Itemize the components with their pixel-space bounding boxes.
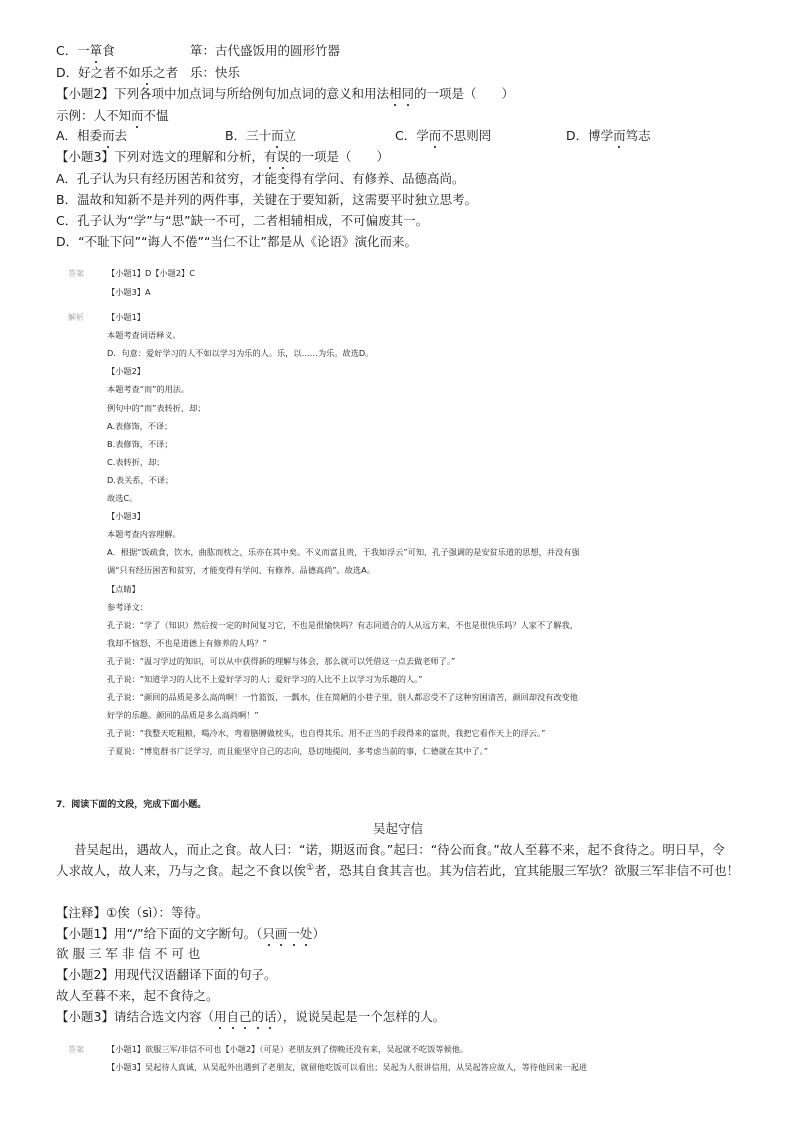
sub-question-2-text: 故人至暮不来，起不食待之。: [56, 988, 219, 1003]
dotted-char: 而: [271, 128, 284, 143]
answer-label: 答案: [68, 1045, 84, 1054]
stem-text: 【小题1】用“/”给下面的文字断句。（: [56, 926, 263, 941]
analysis-line: 参考译文：: [107, 602, 148, 612]
dotted-char: 误: [276, 149, 289, 164]
dotted-char: 一: [287, 926, 300, 941]
dotted-char: 同: [401, 86, 414, 101]
stem-text: 的一项是（ ）: [414, 86, 515, 101]
analysis-line: 子夏说：“博览群书广泛学习，而且能坚守自己的志向，恳切地提问，多考虑当前的事，仁德就在其中了。”: [107, 746, 489, 756]
analysis-line: 孔子说：“学了（知识）然后按一定的时间复习它，不也是很愉快吗？有志同道合的人从远方来，不也是很快乐吗？人家不了解我，: [107, 620, 578, 630]
stem-text: ），说说吴起是一个怎样的人。: [276, 1009, 446, 1024]
analysis-line: A.表修饰，不译；: [107, 421, 173, 431]
option-text: 立: [283, 128, 297, 143]
stem-text: 【小题3】请结合选文内容（: [56, 1009, 214, 1024]
answer-line: 【小题3】吴起待人真诚，从吴起外出遇到了老朋友，就留他吃饭可以看出；吴起为人很讲信用，从吴起答应故人，等待他回来一起进: [107, 1062, 588, 1072]
option-text: B．三十: [225, 128, 272, 143]
dotted-char: 的: [251, 1009, 265, 1024]
analysis-line: 【小题1】: [107, 312, 145, 322]
analysis-line: D.表关系，不译；: [107, 475, 174, 485]
option-text: C．一: [56, 43, 90, 58]
analysis-line: 本题考查“而”的用法。: [107, 384, 190, 394]
gloss-c: 箪：古代盛饭用的圆形竹器: [190, 43, 341, 58]
note-marker: ①: [306, 862, 315, 873]
option-c: [56, 41, 115, 59]
analysis-line: 孔子说：“温习学过的知识，可以从中获得新的理解与体会，那么就可以凭借这一点去做老师了。”: [107, 656, 456, 666]
example-text: 示例：人不知: [56, 108, 132, 123]
analysis-line: 本题考查词语释义。: [107, 330, 181, 340]
stem-text: 的一项是（ ）: [289, 149, 390, 164]
dotted-char: 用: [213, 1009, 227, 1024]
dotted-char: 相: [388, 86, 402, 101]
q2-option-d: [566, 126, 651, 144]
dotted-char: 而: [613, 128, 626, 143]
sub-question-2: 【小题2】用现代汉语翻译下面的句子。: [56, 967, 277, 982]
passage-text: 者，恐其自食其言也。其为信若此，宜其能服三军欤？欲服三军非信不可也！: [314, 863, 740, 878]
question-2-stem: [56, 84, 514, 102]
dotted-char: 画: [274, 926, 288, 941]
dotted-char: 话: [264, 1009, 277, 1024]
dotted-char: 乐: [140, 65, 154, 80]
analysis-line: 我却不恼怒，不也是道德上有修养的人吗？”: [107, 638, 267, 648]
dotted-word: [262, 926, 312, 941]
q3-option-b: B．温故和知新不是并列的两件事，关键在于要知新，这需要平时独立思考。: [56, 192, 478, 207]
question-3-stem: [56, 147, 389, 165]
dotted-char: 己: [239, 1009, 252, 1024]
dotted-char: 而: [102, 128, 115, 143]
answer-label: 答案: [68, 269, 84, 278]
option-text: 之者: [153, 65, 179, 80]
option-text: C．学: [395, 128, 429, 143]
question-7-heading: 7．阅读下面的文段，完成下面小题。: [56, 800, 207, 810]
stem-text: 【小题2】下列各项中加点词与所给例句加点词的意义和用法: [56, 86, 389, 101]
annotation-note: 【注释】①俟（sì）：等待。: [56, 905, 209, 920]
dotted-char: 而: [428, 128, 442, 143]
analysis-line: 孔子说：“颜回的品质是多么高尚啊！一竹篮饭，一瓢水，住在简陋的小巷子里，别人都忍受不了这种穷困清苦，颜回却没有改变他: [107, 692, 578, 702]
dotted-word: [264, 149, 289, 164]
analysis-line: C.表转折，却；: [107, 457, 165, 467]
dotted-word: [389, 86, 414, 101]
question-2-example: [56, 106, 169, 124]
dotted-char: 有: [263, 149, 277, 164]
passage-text: 人求故人，故人来，乃与之食。起之不食以俟: [56, 863, 307, 878]
analysis-line: 【小题2】: [107, 366, 145, 376]
option-text: 去: [114, 128, 128, 143]
q2-option-c: [395, 126, 491, 144]
option-text: 不思则罔: [441, 128, 492, 143]
option-text: D．博学: [566, 128, 614, 143]
dotted-word: [214, 1009, 277, 1024]
example-text: 不愠: [143, 108, 169, 123]
option-text: A．相委: [56, 128, 103, 143]
analysis-label: 解析: [68, 313, 84, 322]
sub-question-3: [56, 1007, 445, 1025]
analysis-line: A．根据“饭疏食，饮水，曲肱而枕之，乐亦在其中矣。不义而富且贵，于我如浮云”可知，孔子强调的是安贫乐道的思想，并没有强: [107, 547, 580, 557]
option-text: D．好之者不如: [56, 65, 141, 80]
sub-question-1: [56, 924, 325, 942]
analysis-line: 孔子说：“知道学习的人比不上爱好学习的人；爱好学习的人比不上以学习为乐趣的人。”: [107, 674, 423, 684]
q2-option-a: [56, 126, 127, 144]
analysis-line: 【点睛】: [107, 584, 140, 594]
sub-question-1-text: 欲 服 三 军 非 信 不 可 也: [56, 946, 201, 961]
dotted-char: 自: [226, 1009, 239, 1024]
passage-title: 吴起守信: [373, 821, 424, 836]
stem-text: 【小题3】下列对选文的理解和分析，: [56, 149, 264, 164]
answer-line: 【小题3】A: [107, 287, 151, 297]
passage-line: [56, 861, 739, 879]
option-text: 食: [102, 43, 115, 58]
q3-option-d: D．“不耻下问”“诲人不倦”“当仁不让”都是从《论语》演化而来。: [56, 234, 417, 249]
analysis-line: 本题考查内容理解。: [107, 529, 181, 539]
option-d: [56, 63, 178, 81]
dotted-char: 只: [262, 926, 275, 941]
analysis-line: B.表修饰，不译；: [107, 439, 173, 449]
analysis-line: 例句中的“而”表转折，却；: [107, 403, 206, 413]
answer-line: 【小题1】欲服三军/非信不可也【小题2】（可是）老朋友到了傍晚还没有来，吴起就不吃饭等候他。: [107, 1044, 469, 1054]
dotted-char: 处: [299, 926, 313, 941]
analysis-line: 【小题3】: [107, 511, 145, 521]
option-text: 笃志: [625, 128, 651, 143]
analysis-line: 调“只有经历困苦和贫穷，才能变得有学问、有修养、品德高尚”。故选A。: [107, 565, 375, 575]
answer-line: 【小题1】D【小题2】C: [107, 268, 195, 278]
dotted-char: 箪: [89, 43, 103, 58]
analysis-line: 孔子说：“我整天吃粗粮，喝冷水，弯着胳膊做枕头，也自得其乐。用不正当的手段得来的富贵，我把它看作天上的浮云。”: [107, 728, 546, 738]
analysis-line: D．句意：爱好学习的人不如以学习为乐的人。乐，以……为乐。故选D。: [107, 348, 374, 358]
q2-option-b: [225, 126, 296, 144]
dotted-char: 而: [131, 108, 144, 123]
stem-text: ）: [312, 926, 325, 941]
gloss-d: 乐：快乐: [190, 65, 241, 80]
passage-line: 昔吴起出，遇故人，而止之食。故人曰：“诺，期返而食。”起曰：“待公而食。”故人至暮不来，起不食待之。明日早，令: [74, 842, 725, 857]
analysis-line: 故选C。: [107, 493, 138, 503]
q3-option-c: C．孔子认为“学”与“思”缺一不可，二者相辅相成，不可偏废其一。: [56, 213, 429, 228]
analysis-line: 好学的乐趣。颜回的品质是多么高尚啊！”: [107, 710, 259, 720]
q3-option-a: A．孔子认为只有经历困苦和贫穷，才能变得有学问、有修养、品德高尚。: [56, 171, 465, 186]
